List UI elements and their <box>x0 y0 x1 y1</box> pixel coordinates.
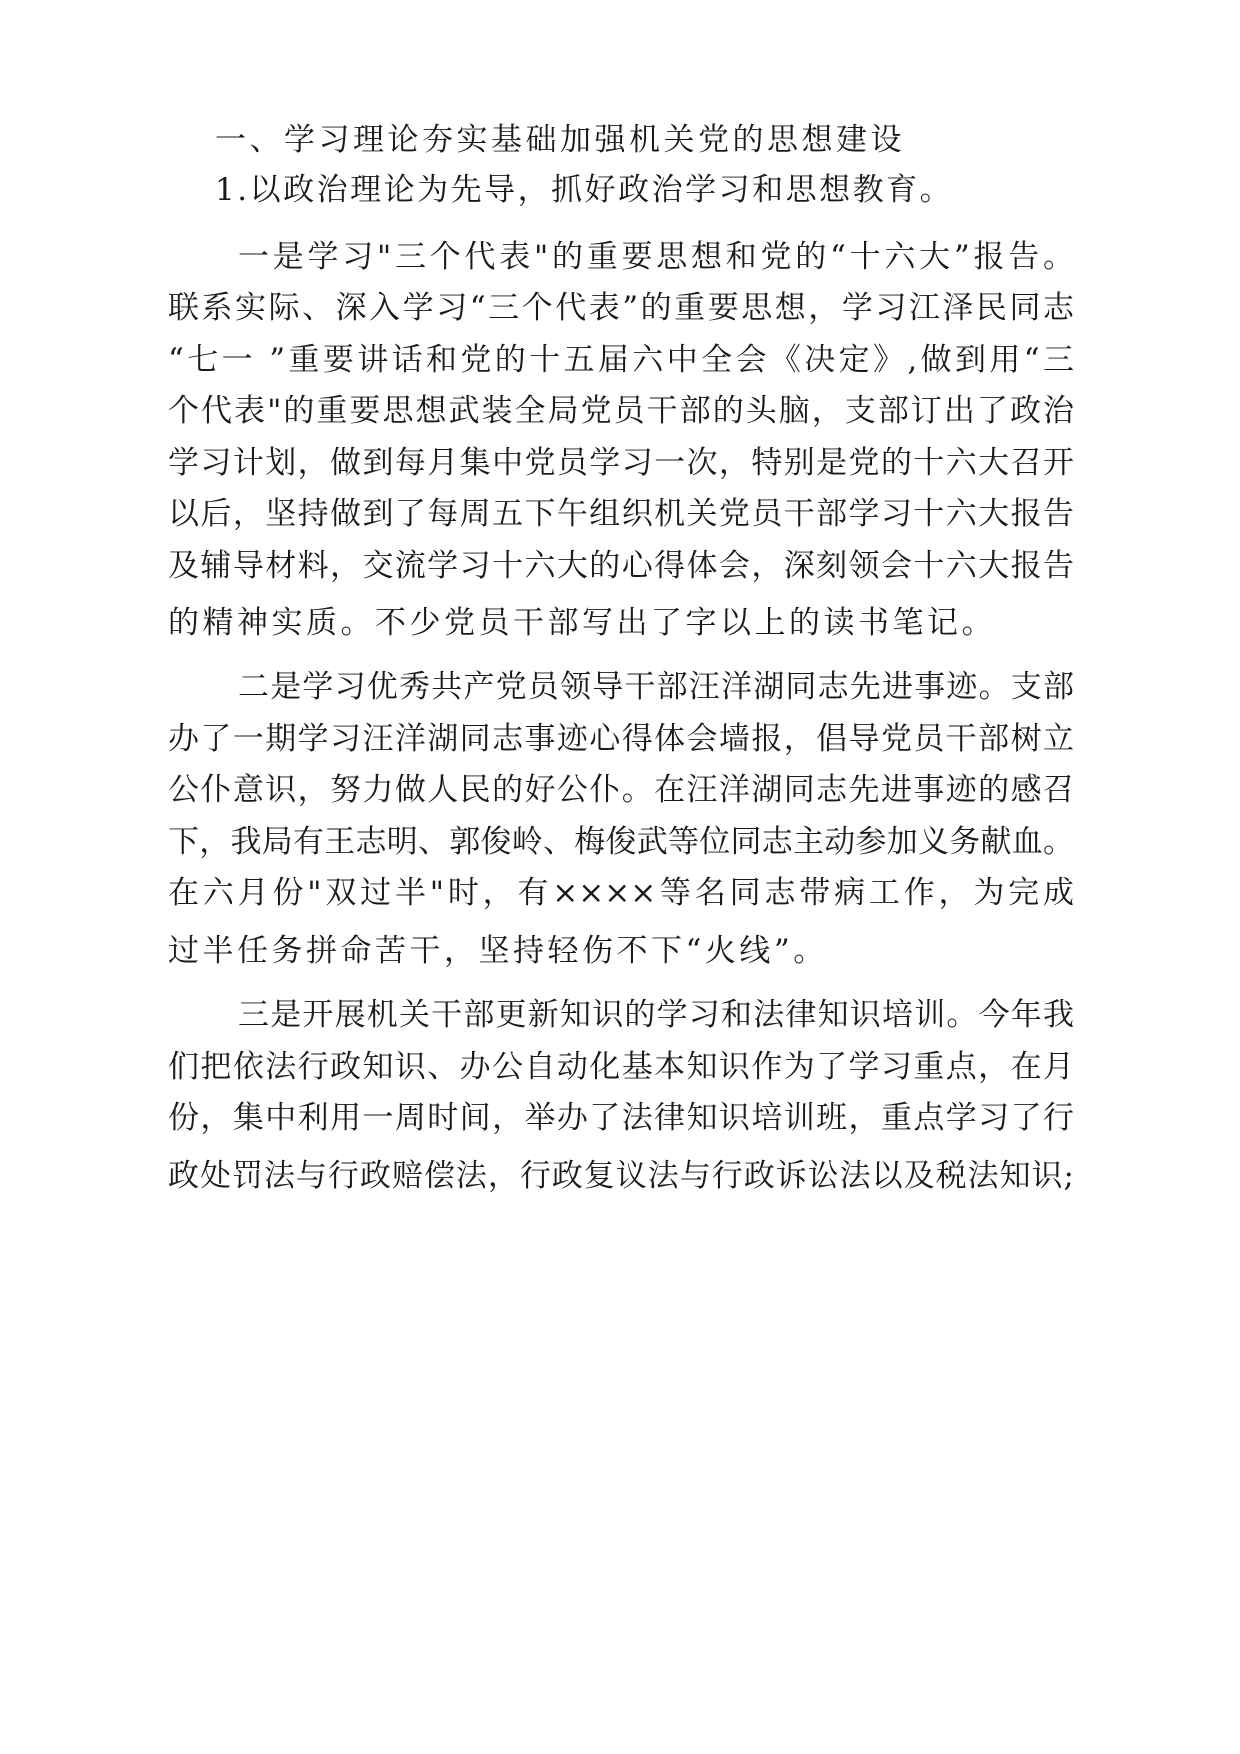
paragraph-2-line: 公仆意识，努力做人民的好公仆。在汪洋湖同志先进事迹的感召 <box>168 772 1074 808</box>
paragraph-3-line: 们把依法行政知识、办公自动化基本知识作为了学习重点，在月 <box>168 1049 1074 1085</box>
paragraph-1-line: 一是学习"三个代表"的重要思想和党的“十六大”报告。 <box>238 239 1074 275</box>
subheading: 1.以政治理论为先导，抓好政治学习和思想教育。 <box>215 172 954 208</box>
paragraph-1-line: “七一 ”重要讲话和党的十五届六中全会《决定》,做到用“三 <box>168 342 1074 378</box>
paragraph-2-line: 在六月份"双过半"时，有××××等名同志带病工作，为完成 <box>168 875 1074 911</box>
paragraph-2-line: 下，我局有王志明、郭俊岭、梅俊武等位同志主动参加义务献血。 <box>168 824 1074 860</box>
paragraph-2-line: 办了一期学习汪洋湖同志事迹心得体会墙报，倡导党员干部树立 <box>168 721 1074 757</box>
paragraph-2-line: 二是学习优秀共产党员领导干部汪洋湖同志先进事迹。支部 <box>238 669 1074 705</box>
section-heading: 一、学习理论夯实基础加强机关党的思想建设 <box>215 122 905 158</box>
paragraph-1-line: 及辅导材料，交流学习十六大的心得体会，深刻领会十六大报告 <box>168 548 1074 584</box>
paragraph-1-line: 的精神实质。不少党员干部写出了字以上的读书笔记。 <box>168 605 996 641</box>
paragraph-1-line: 学习计划，做到每月集中党员学习一次，特别是党的十六大召开 <box>168 445 1074 481</box>
paragraph-1-line: 个代表"的重要思想武装全局党员干部的头脑，支部订出了政治 <box>168 393 1074 429</box>
paragraph-2-line: 过半任务拼命苦干，坚持轻伤不下“火线”。 <box>168 933 828 969</box>
paragraph-3-line: 份，集中利用一周时间，举办了法律知识培训班，重点学习了行 <box>168 1100 1074 1136</box>
paragraph-3-line: 三是开展机关干部更新知识的学习和法律知识培训。今年我 <box>238 997 1074 1033</box>
paragraph-1-line: 联系实际、深入学习“三个代表”的重要思想，学习江泽民同志 <box>168 290 1074 326</box>
paragraph-3-line: 政处罚法与行政赔偿法，行政复议法与行政诉讼法以及税法知识; <box>168 1158 1074 1194</box>
paragraph-1-line: 以后，坚持做到了每周五下午组织机关党员干部学习十六大报告 <box>168 496 1074 532</box>
